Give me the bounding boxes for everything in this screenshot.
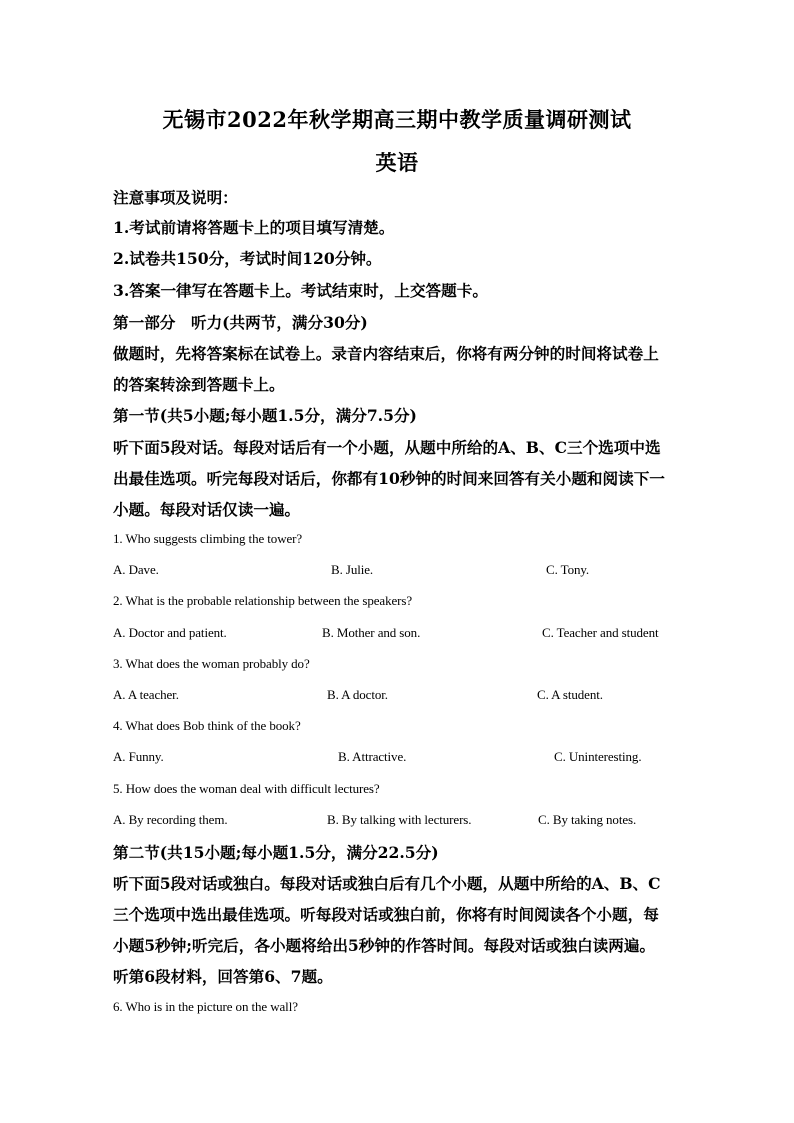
question-text: 1. Who suggests climbing the tower? <box>113 531 303 546</box>
section2-intro-line: 听下面5段对话或独白。每段对话或独白后有几个小题，从题中所给的A、B、C <box>113 874 661 893</box>
option-c: C. Teacher and student <box>542 625 659 640</box>
option-b: B. By talking with lecturers. <box>327 812 472 827</box>
option-b: B. A doctor. <box>327 687 388 702</box>
option-a: A. By recording them. <box>113 812 228 827</box>
instruction-item: 3.答案一律写在答题卡上。考试结束时，上交答题卡。 <box>113 281 488 300</box>
option-c: C. By taking notes. <box>538 812 637 827</box>
option-b: B. Julie. <box>331 562 374 577</box>
subject-title: 英语 <box>375 150 419 175</box>
question-text: 6. Who is in the picture on the wall? <box>113 999 298 1014</box>
question-text: 3. What does the woman probably do? <box>113 656 310 671</box>
option-a: A. Funny. <box>113 749 164 764</box>
option-c: C. Uninteresting. <box>554 749 642 764</box>
section1-intro-line: 出最佳选项。听完每段对话后，你都有10秒钟的时间来回答有关小题和阅读下一 <box>113 469 665 488</box>
section1-intro-line: 听下面5段对话。每段对话后有一个小题，从题中所给的A、B、C三个选项中选 <box>113 438 661 457</box>
option-b: B. Mother and son. <box>322 625 421 640</box>
section1-intro-line: 小题。每段对话仅读一遍。 <box>113 500 301 519</box>
question-text: 4. What does Bob think of the book? <box>113 718 301 733</box>
part1-intro-line: 做题时，先将答案标在试卷上。录音内容结束后，你将有两分钟的时间将试卷上 <box>113 344 659 363</box>
question-text: 5. How does the woman deal with difficult lectures? <box>113 781 380 796</box>
material-instruction: 听第6段材料，回答第6、7题。 <box>113 967 333 986</box>
instructions-heading: 注意事项及说明： <box>113 188 238 207</box>
option-c: C. A student. <box>537 687 603 702</box>
question-text: 2. What is the probable relationship between the speakers? <box>113 593 412 608</box>
option-a: A. A teacher. <box>113 687 179 702</box>
option-a: A. Doctor and patient. <box>113 625 227 640</box>
instruction-item: 1.考试前请将答题卡上的项目填写清楚。 <box>113 218 395 237</box>
option-a: A. Dave. <box>113 562 159 577</box>
section2-heading: 第二节(共15小题;每小题1.5分，满分22.5分) <box>113 843 439 862</box>
exam-title: 无锡市2022年秋学期高三期中教学质量调研测试 <box>162 107 632 132</box>
section2-intro-line: 三个选项中选出最佳选项。听每段对话或独白前，你将有时间阅读各个小题，每 <box>113 905 659 924</box>
section2-intro-line: 小题5秒钟;听完后，各小题将给出5秒钟的作答时间。每段对话或独白读两遍。 <box>113 936 656 955</box>
option-c: C. Tony. <box>546 562 590 577</box>
section1-heading: 第一节(共5小题;每小题1.5分，满分7.5分) <box>113 406 417 425</box>
part1-heading: 第一部分 听力(共两节，满分30分) <box>113 313 368 332</box>
option-b: B. Attractive. <box>338 749 407 764</box>
instruction-item: 2.试卷共150分，考试时间120分钟。 <box>113 249 382 268</box>
part1-intro-line: 的答案转涂到答题卡上。 <box>113 375 285 394</box>
